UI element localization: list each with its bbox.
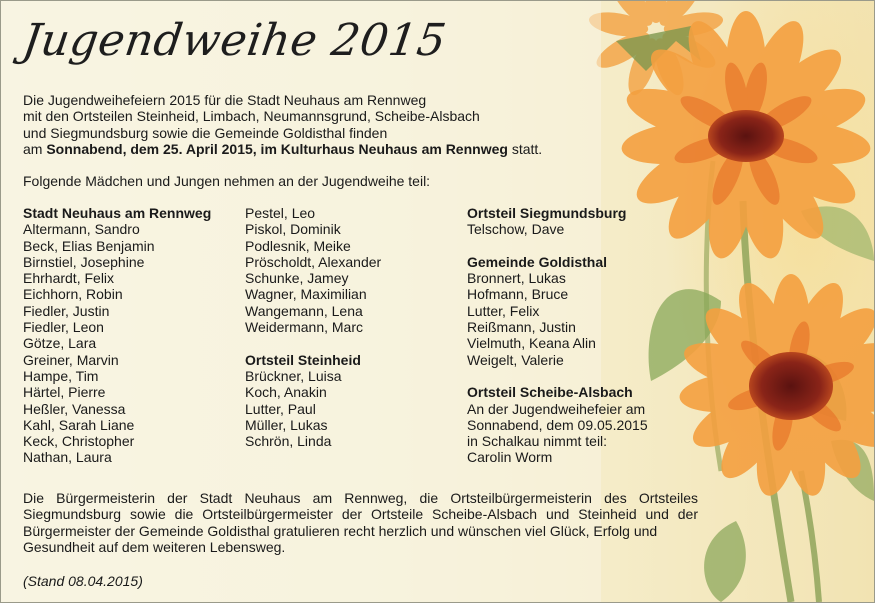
intro-line: mit den Ortsteilen Steinheid, Limbach, Neumannsgrund, Scheibe-Alsbach bbox=[23, 108, 480, 125]
list-item: Fiedler, Leon bbox=[23, 319, 104, 336]
list-item: Koch, Anakin bbox=[245, 384, 327, 401]
list-item: Nathan, Laura bbox=[23, 449, 112, 466]
group-heading-goldisthal: Gemeinde Goldisthal bbox=[467, 253, 608, 270]
list-item: Müller, Lukas bbox=[245, 416, 328, 433]
list-item: Härtel, Pierre bbox=[23, 384, 106, 401]
name-list bbox=[467, 401, 648, 466]
list-item: Birnstiel, Josephine bbox=[23, 253, 145, 270]
intro-line: und Siegmundsburg sowie die Gemeinde Goldisthal finden bbox=[23, 124, 388, 141]
name-list bbox=[245, 205, 381, 335]
list-item: Götze, Lara bbox=[23, 335, 97, 352]
list-item: Carolin Worm bbox=[467, 449, 553, 466]
list-item: Sonnabend, dem 09.05.2015 bbox=[467, 416, 648, 433]
list-item: Vielmuth, Keana Alin bbox=[467, 335, 596, 352]
column-2 bbox=[245, 205, 381, 449]
list-item: Piskol, Dominik bbox=[245, 221, 341, 238]
list-item: Telschow, Dave bbox=[467, 221, 565, 238]
list-item: Greiner, Marvin bbox=[23, 351, 119, 368]
congratulation-last-line: Gesundheit auf dem weiteren Lebensweg. bbox=[23, 538, 286, 555]
list-item: Schrön, Linda bbox=[245, 433, 332, 450]
column-1 bbox=[23, 205, 211, 466]
list-item: Kahl, Sarah Liane bbox=[23, 416, 135, 433]
list-item: Reißmann, Justin bbox=[467, 319, 576, 336]
list-item: Hofmann, Bruce bbox=[467, 286, 569, 303]
intro-line bbox=[23, 141, 603, 157]
lead-sentence: Folgende Mädchen und Jungen nehmen an der Jugendweihe teil: bbox=[23, 173, 431, 189]
list-item: Ehrhardt, Felix bbox=[23, 270, 115, 287]
group-heading-siegmundsburg: Ortsteil Siegmundsburg bbox=[467, 205, 627, 221]
congratulation-text: Die Bürgermeisterin der Stadt Neuhaus am Rennweg, die Ortsteilbürgermeisterin des Ortsteiles Siegmundsburg sowie die Ortsteilbürgermeister der Ortsteile Scheibe-Alsbach und Steinheid und der Bürgermeister der Gemeinde Goldisthal gratulieren recht herzlich und wünschen viel Glück, Erfolg und bbox=[23, 490, 698, 539]
group-heading-scheibe: Ortsteil Scheibe-Alsbach bbox=[467, 384, 633, 401]
name-list bbox=[467, 221, 648, 237]
list-item: Eichhorn, Robin bbox=[23, 286, 123, 303]
list-item: An der Jugendweihefeier am bbox=[467, 400, 646, 417]
list-item: Lutter, Felix bbox=[467, 302, 540, 319]
list-item: Weigelt, Valerie bbox=[467, 351, 564, 368]
intro-prefix: am bbox=[23, 140, 47, 157]
event-date-location: Sonnabend, dem 25. April 2015, im Kulturhaus Neuhaus am Rennweg bbox=[46, 140, 508, 157]
list-item: Wangemann, Lena bbox=[245, 302, 363, 319]
intro-paragraph bbox=[23, 92, 603, 157]
name-list bbox=[467, 270, 648, 368]
list-item: in Schalkau nimmt teil: bbox=[467, 433, 608, 450]
list-item: Pestel, Leo bbox=[245, 205, 316, 221]
name-list bbox=[245, 368, 381, 449]
list-item: Wagner, Maximilian bbox=[245, 286, 367, 303]
name-list bbox=[23, 221, 211, 465]
list-item: Fiedler, Justin bbox=[23, 302, 110, 319]
congratulation-paragraph bbox=[23, 490, 698, 555]
list-item: Bronnert, Lukas bbox=[467, 270, 566, 287]
list-item: Podlesnik, Meike bbox=[245, 237, 351, 254]
list-item: Pröscholdt, Alexander bbox=[245, 253, 382, 270]
list-item: Weidermann, Marc bbox=[245, 319, 364, 336]
list-item: Beck, Elias Benjamin bbox=[23, 237, 155, 254]
list-item: Altermann, Sandro bbox=[23, 221, 140, 238]
group-heading-neuhaus: Stadt Neuhaus am Rennweg bbox=[23, 205, 212, 221]
status-date: (Stand 08.04.2015) bbox=[23, 573, 143, 589]
group-heading-steinheid: Ortsteil Steinheid bbox=[245, 351, 361, 368]
intro-suffix: statt. bbox=[507, 140, 543, 157]
list-item: Lutter, Paul bbox=[245, 400, 316, 417]
list-item: Schunke, Jamey bbox=[245, 270, 349, 287]
list-item: Hampe, Tim bbox=[23, 367, 99, 384]
intro-line: Die Jugendweihefeiern 2015 für die Stadt Neuhaus am Rennweg bbox=[23, 92, 427, 108]
page-title: Jugendweihe 2015 bbox=[19, 15, 450, 66]
list-item: Brückner, Luisa bbox=[245, 367, 342, 384]
column-3 bbox=[467, 205, 648, 466]
list-item: Heßler, Vanessa bbox=[23, 400, 126, 417]
list-item: Keck, Christopher bbox=[23, 433, 135, 450]
